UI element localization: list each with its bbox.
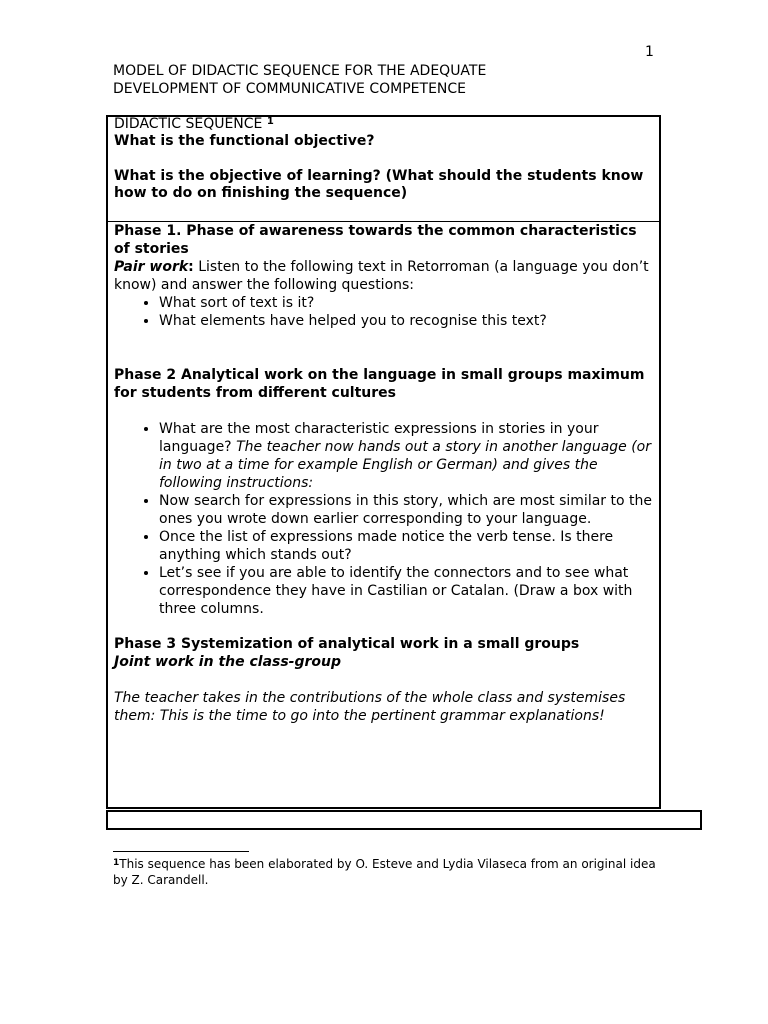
pair-work-label: Pair work (114, 259, 189, 275)
list-item: • Once the list of expressions made notice the verb tense. Is there anything which stands out? (159, 528, 653, 564)
footnote-reference[interactable]: 1 (266, 116, 274, 127)
list-item: • What sort of text is it? (159, 294, 653, 312)
phase-3-subtitle: Joint work in the class-group (114, 654, 342, 670)
phase-1-title: Phase 1. Phase of awareness towards the common characteristics of stories (114, 223, 637, 257)
title-line-1: MODEL OF DIDACTIC SEQUENCE FOR THE ADEQUATE (113, 63, 487, 79)
list-item: • Now search for expressions in this story, which are most similar to the ones you wrote down earlier corresponding to your language. (159, 492, 653, 528)
footnote-marker: 1 (113, 858, 120, 868)
phase-2-instructions (114, 420, 653, 618)
functional-objective-question: What is the functional objective? (114, 133, 375, 149)
table-bottom-row (106, 810, 702, 830)
learning-objective-question: What is the objective of learning? (What should the students know how to do on finishing the sequence) (114, 168, 644, 201)
footnote-text: This sequence has been elaborated by O. Esteve and Lydia Vilaseca from an original idea by Z. Carandell. (113, 857, 656, 887)
sequence-heading (114, 116, 653, 133)
phase-3-title: Phase 3 Systemization of analytical work in a small groups (114, 636, 580, 652)
page-number: 1 (645, 44, 654, 60)
sequence-body (108, 222, 659, 725)
phase-3-text: The teacher takes in the contributions of the whole class and systemises them: This is the time to go into the pertinent grammar explanations! (114, 690, 626, 724)
phase-1-intro: Pair work: Listen to the following text in Retorroman (a language you don’t know) and answer the following questions: (114, 259, 649, 293)
document-title (113, 62, 673, 98)
phase-1-instructions: Listen to the following text in Retorroman (a language you don’t know) and answer the following questions: (114, 259, 649, 293)
sequence-heading-text: DIDACTIC SEQUENCE (114, 116, 263, 132)
title-line-2: DEVELOPMENT OF COMMUNICATIVE COMPETENCE (113, 81, 467, 97)
phase-2-title: Phase 2 Analytical work on the language in small groups maximum for students from different cultures (114, 367, 645, 401)
didactic-sequence-box (106, 115, 661, 809)
footnote (113, 856, 673, 888)
list-item: • What elements have helped you to recognise this text? (159, 312, 653, 330)
phase-1-questions (114, 294, 653, 330)
list-item: • Let’s see if you are able to identify the connectors and to see what correspondence they have in Castilian or Catalan. (Draw a box with three columns. (159, 564, 653, 618)
footnote-separator (113, 851, 249, 852)
sequence-header (108, 116, 659, 222)
list-item: • What are the most characteristic expressions in stories in your language? The teacher now hands out a story in another language (or in two at a time for example English or German) and gives the following instructions: (159, 420, 653, 492)
